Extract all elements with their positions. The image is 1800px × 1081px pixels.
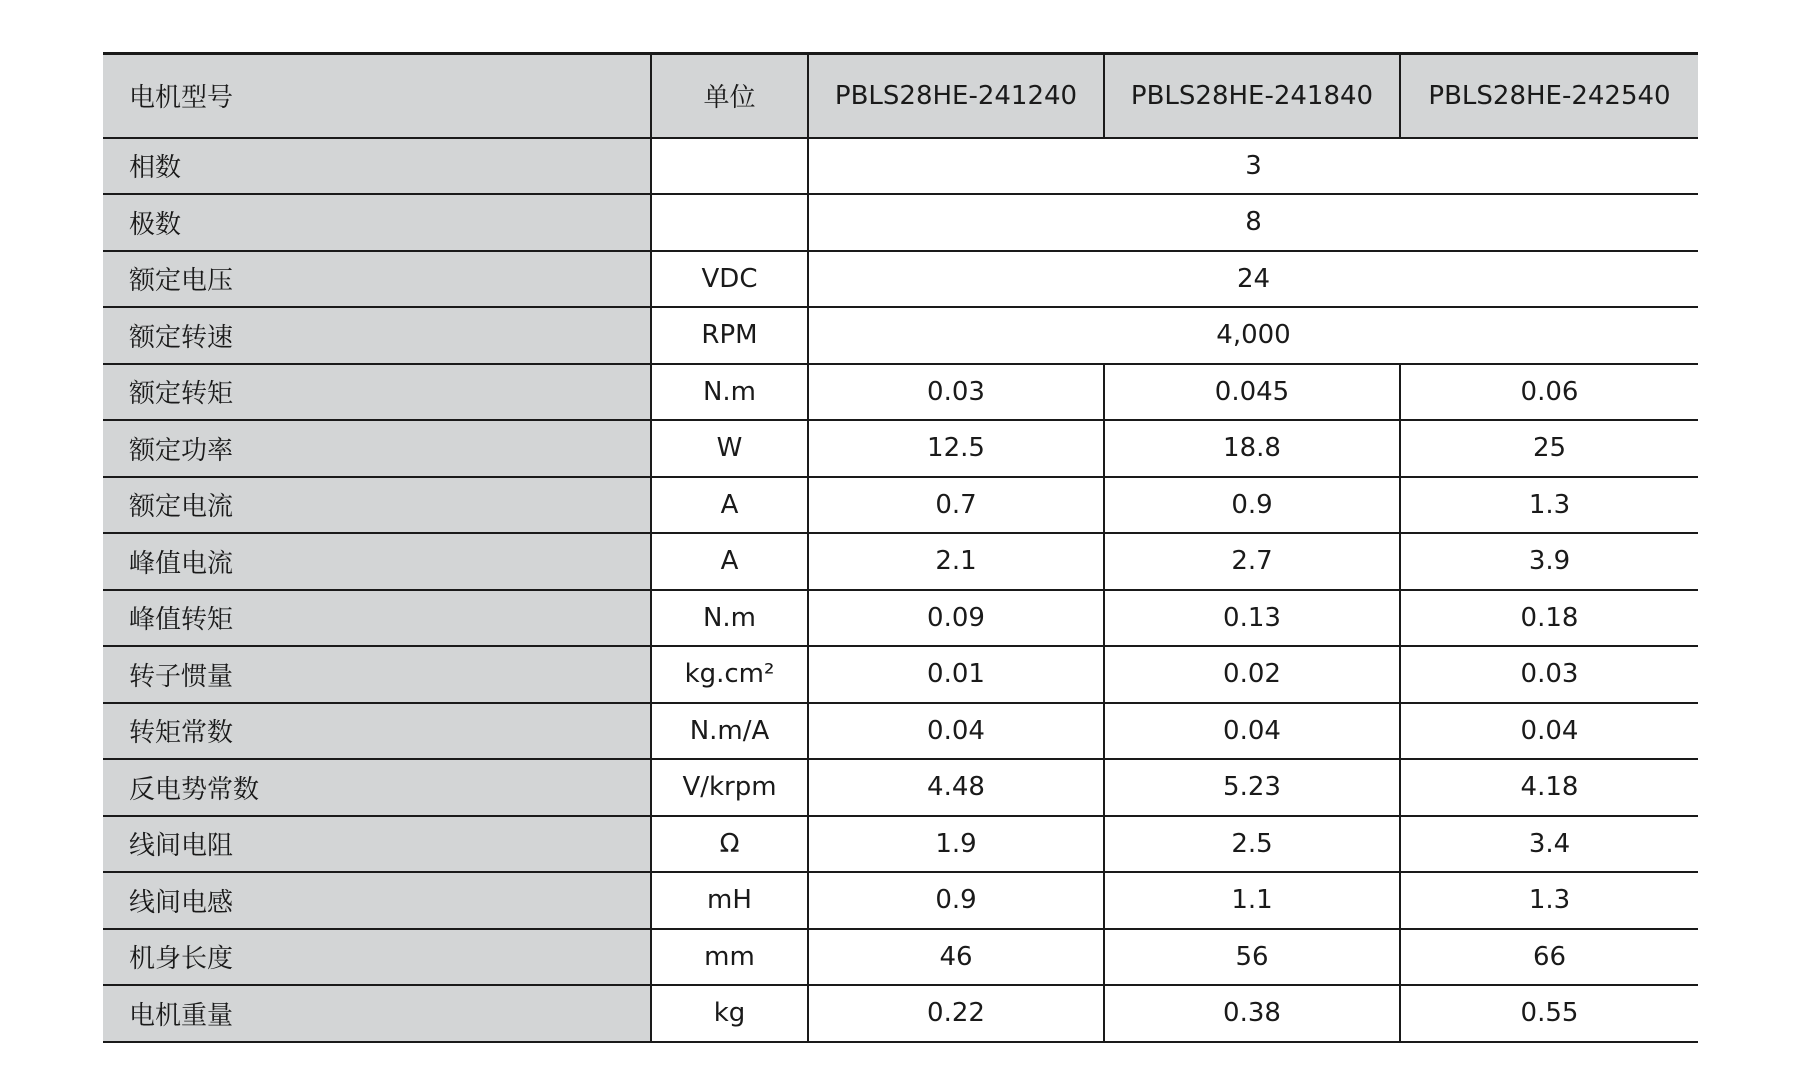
row-unit <box>651 138 808 195</box>
table-row <box>103 703 1698 760</box>
row-unit: kg.cm² <box>651 646 808 703</box>
row-value-model-3: 66 <box>1400 929 1698 986</box>
row-unit: RPM <box>651 307 808 364</box>
row-value-shared: 8 <box>808 194 1698 251</box>
table-row <box>103 872 1698 929</box>
row-value-model-2: 0.9 <box>1104 477 1400 534</box>
row-value-model-1: 0.03 <box>808 364 1104 421</box>
row-value-model-3: 0.55 <box>1400 985 1698 1042</box>
row-value-model-1: 0.09 <box>808 590 1104 647</box>
header-unit-label: 单位 <box>651 54 808 138</box>
row-unit: Ω <box>651 816 808 873</box>
row-value-model-1: 12.5 <box>808 420 1104 477</box>
row-parameter-name: 反电势常数 <box>103 759 651 816</box>
row-value-model-2: 0.02 <box>1104 646 1400 703</box>
row-unit <box>651 194 808 251</box>
table-row <box>103 138 1698 195</box>
row-value-model-3: 1.3 <box>1400 872 1698 929</box>
row-value-model-3: 0.06 <box>1400 364 1698 421</box>
row-value-model-1: 2.1 <box>808 533 1104 590</box>
table-row <box>103 533 1698 590</box>
row-unit: VDC <box>651 251 808 308</box>
row-unit: W <box>651 420 808 477</box>
row-parameter-name: 机身长度 <box>103 929 651 986</box>
header-model-label: 电机型号 <box>103 54 651 138</box>
row-parameter-name: 电机重量 <box>103 985 651 1042</box>
header-model-2: PBLS28HE-241840 <box>1104 54 1400 138</box>
row-value-model-3: 0.04 <box>1400 703 1698 760</box>
row-parameter-name: 额定转矩 <box>103 364 651 421</box>
row-unit: mH <box>651 872 808 929</box>
table-row <box>103 420 1698 477</box>
table-row <box>103 477 1698 534</box>
row-parameter-name: 额定电流 <box>103 477 651 534</box>
row-value-model-2: 2.5 <box>1104 816 1400 873</box>
row-unit: A <box>651 477 808 534</box>
row-value-model-2: 0.04 <box>1104 703 1400 760</box>
header-model-1: PBLS28HE-241240 <box>808 54 1104 138</box>
row-value-model-1: 0.22 <box>808 985 1104 1042</box>
table-row <box>103 646 1698 703</box>
row-value-model-2: 18.8 <box>1104 420 1400 477</box>
header-model-3: PBLS28HE-242540 <box>1400 54 1698 138</box>
row-value-model-1: 1.9 <box>808 816 1104 873</box>
table-row <box>103 251 1698 308</box>
row-unit: N.m <box>651 590 808 647</box>
row-value-model-3: 3.4 <box>1400 816 1698 873</box>
row-value-model-2: 0.045 <box>1104 364 1400 421</box>
table-row <box>103 590 1698 647</box>
row-value-model-2: 0.13 <box>1104 590 1400 647</box>
table-row <box>103 759 1698 816</box>
row-value-model-2: 5.23 <box>1104 759 1400 816</box>
table-row <box>103 194 1698 251</box>
row-parameter-name: 峰值转矩 <box>103 590 651 647</box>
table-row <box>103 929 1698 986</box>
row-value-model-1: 0.7 <box>808 477 1104 534</box>
row-unit: A <box>651 533 808 590</box>
row-value-model-2: 2.7 <box>1104 533 1400 590</box>
row-parameter-name: 转子惯量 <box>103 646 651 703</box>
row-value-model-3: 0.18 <box>1400 590 1698 647</box>
row-unit: mm <box>651 929 808 986</box>
row-unit: N.m <box>651 364 808 421</box>
table-row <box>103 307 1698 364</box>
row-parameter-name: 额定电压 <box>103 251 651 308</box>
table-row <box>103 985 1698 1042</box>
row-unit: kg <box>651 985 808 1042</box>
row-value-model-3: 0.03 <box>1400 646 1698 703</box>
row-value-shared: 3 <box>808 138 1698 195</box>
row-value-model-3: 1.3 <box>1400 477 1698 534</box>
row-value-shared: 4,000 <box>808 307 1698 364</box>
row-parameter-name: 线间电阻 <box>103 816 651 873</box>
table-row <box>103 364 1698 421</box>
row-value-model-1: 46 <box>808 929 1104 986</box>
row-unit: N.m/A <box>651 703 808 760</box>
row-value-model-1: 4.48 <box>808 759 1104 816</box>
row-parameter-name: 相数 <box>103 138 651 195</box>
row-parameter-name: 额定转速 <box>103 307 651 364</box>
row-value-shared: 24 <box>808 251 1698 308</box>
row-unit: V/krpm <box>651 759 808 816</box>
row-parameter-name: 峰值电流 <box>103 533 651 590</box>
table-body <box>103 138 1698 1042</box>
row-value-model-1: 0.01 <box>808 646 1104 703</box>
row-parameter-name: 极数 <box>103 194 651 251</box>
table-header-row <box>103 54 1698 138</box>
row-value-model-2: 1.1 <box>1104 872 1400 929</box>
row-parameter-name: 额定功率 <box>103 420 651 477</box>
row-value-model-2: 0.38 <box>1104 985 1400 1042</box>
table-row <box>103 816 1698 873</box>
motor-spec-table <box>103 52 1698 1043</box>
row-value-model-1: 0.9 <box>808 872 1104 929</box>
row-value-model-3: 4.18 <box>1400 759 1698 816</box>
row-value-model-3: 3.9 <box>1400 533 1698 590</box>
row-value-model-2: 56 <box>1104 929 1400 986</box>
row-parameter-name: 线间电感 <box>103 872 651 929</box>
row-value-model-3: 25 <box>1400 420 1698 477</box>
row-value-model-1: 0.04 <box>808 703 1104 760</box>
row-parameter-name: 转矩常数 <box>103 703 651 760</box>
